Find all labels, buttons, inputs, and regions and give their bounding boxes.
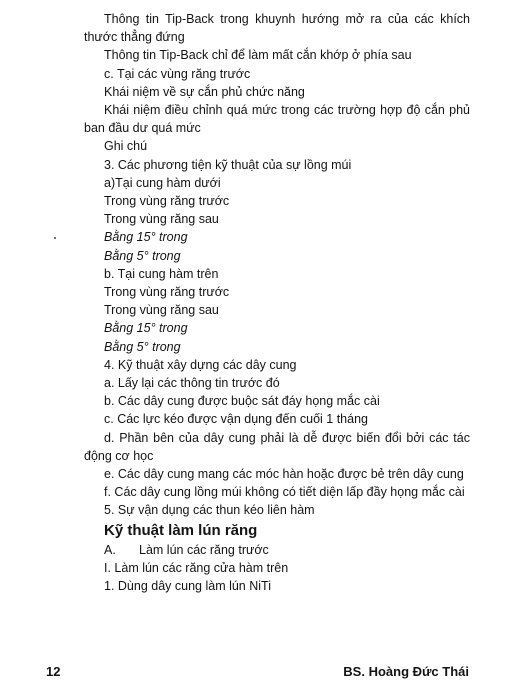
paragraph-4f: f. Các dây cung lồng múi không có tiết diện lấp đầy họng mắc cài <box>104 485 465 500</box>
paragraph-overcorrection: Khái niệm điều chỉnh quá mức trong các trường hợp độ cắn phủ ban đầu dư quá mức <box>84 103 470 136</box>
line-lower-5deg: Bằng 5° trong <box>104 248 181 263</box>
line-note: Ghi chú <box>104 139 148 154</box>
line-4a: a. Lấy lại các thông tin trước đó <box>104 376 280 391</box>
subsection-a-text: Làm lún các răng trước <box>139 542 269 557</box>
paragraph-tipback-vertical: Thông tin Tip-Back trong khuynh hướng mở ra của các khích thước thẳng đứng <box>84 12 470 45</box>
line-4b: b. Các dây cung được buộc sát đáy họng mắc cài <box>104 394 380 409</box>
paragraph-4d: d. Phần bên của dây cung phải là dễ được biến đổi bởi các tác động cơ học <box>84 430 470 463</box>
section-4-title: 4. Kỹ thuật xây dựng các dây cung <box>104 357 297 372</box>
subsection-a-label: A. <box>104 542 116 557</box>
line-4c: c. Các lực kéo được vận dụng đến cuối 1 tháng <box>104 412 368 427</box>
line-niti-archwire: 1. Dùng dây cung làm lún NiTi <box>104 579 271 594</box>
line-upper-5deg: Bằng 5° trong <box>104 339 181 354</box>
line-lower-arch: a)Tại cung hàm dưới <box>104 175 221 190</box>
speck-mark <box>54 237 56 239</box>
line-anterior-region: c. Tại các vùng răng trước <box>104 66 251 81</box>
section-5-title: 5. Sự vận dụng các thun kéo liên hàm <box>104 503 315 518</box>
line-lower-anterior: Trong vùng răng trước <box>104 194 230 209</box>
line-upper-posterior: Trong vùng răng sau <box>104 303 219 318</box>
line-upper-arch: b. Tại cung hàm trên <box>104 266 219 281</box>
page-number: 12 <box>46 664 61 679</box>
line-upper-15deg: Bằng 15° trong <box>104 321 188 336</box>
line-functional-overbite: Khái niệm về sự cắn phủ chức năng <box>104 84 305 99</box>
subsection-a <box>84 541 470 559</box>
line-lower-15deg: Bằng 15° trong <box>104 230 188 245</box>
author-name: BS. Hoàng Đức Thái <box>343 664 469 679</box>
paragraph-4e: e. Các dây cung mang các móc hàn hoặc được bẻ trên dây cung <box>104 467 464 482</box>
page-content <box>84 10 470 595</box>
chapter-heading: Kỹ thuật làm lún răng <box>104 521 258 539</box>
line-lower-posterior: Trong vùng răng sau <box>104 212 219 227</box>
line-upper-anterior: Trong vùng răng trước <box>104 285 230 300</box>
line-tipback-posterior: Thông tin Tip-Back chỉ để làm mất cắn khớp ở phía sau <box>104 48 412 63</box>
section-3-title: 3. Các phương tiện kỹ thuật của sự lồng múi <box>104 157 352 172</box>
line-upper-incisors: I. Làm lún các răng cửa hàm trên <box>104 560 289 575</box>
